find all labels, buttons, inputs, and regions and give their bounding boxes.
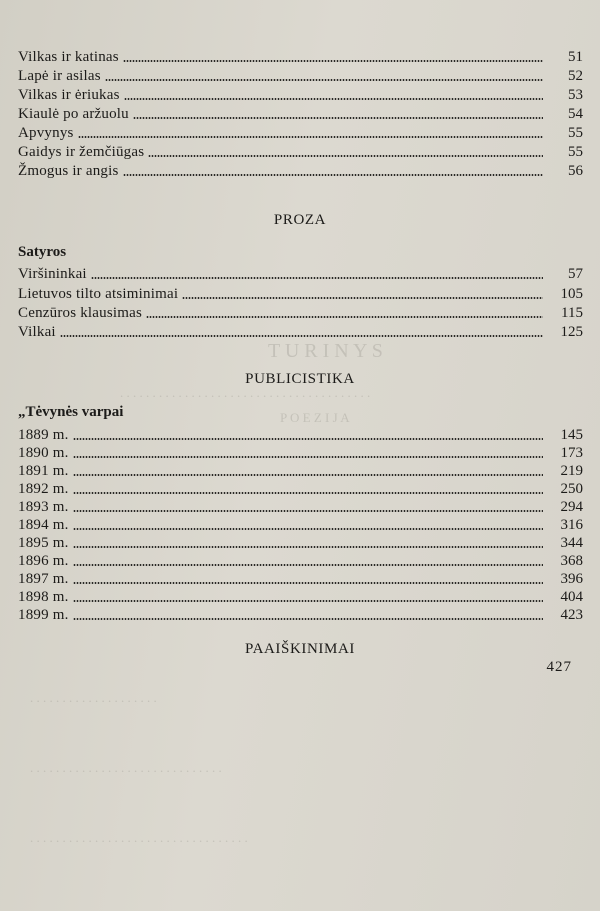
entry-page: 125 — [560, 324, 583, 340]
toc-entry — [18, 605, 583, 623]
entry-title: 1897 m. — [18, 571, 69, 587]
leader-dots — [73, 528, 543, 530]
toc-entry — [18, 587, 583, 605]
subheading-tevynes-varpai: „Tėvynės varpai — [18, 404, 124, 420]
entry-page: 51 — [568, 49, 583, 65]
entry-page: 219 — [560, 463, 583, 479]
section-heading-paaiskinimai: PAAIŠKINIMAI — [245, 641, 355, 657]
toc-entry — [18, 161, 583, 179]
leader-dots — [73, 492, 543, 494]
leader-dots — [148, 155, 543, 157]
entry-title: 1899 m. — [18, 607, 69, 623]
entry-title: Vilkai — [18, 324, 56, 340]
entry-page: 55 — [568, 125, 583, 141]
entry-page: 294 — [560, 499, 583, 515]
entry-title: 1895 m. — [18, 535, 69, 551]
entry-page: 105 — [560, 286, 583, 302]
toc-entry — [18, 303, 583, 321]
leader-dots — [123, 174, 544, 176]
toc-entry — [18, 47, 583, 65]
leader-dots — [91, 277, 543, 279]
entry-title: 1893 m. — [18, 499, 69, 515]
leader-dots — [73, 456, 543, 458]
leader-dots — [73, 600, 543, 602]
paaiskinimai-page: 427 — [546, 659, 572, 675]
leader-dots — [73, 582, 543, 584]
leader-dots — [78, 136, 543, 138]
show-through-text: . . . . . . . . . . . . . . . . . . . . . . . . . . . . . . . . . . — [30, 830, 248, 845]
leader-dots — [123, 60, 543, 62]
entry-page: 52 — [568, 68, 583, 84]
entry-title: Kiaulė po aržuolu — [18, 106, 129, 122]
toc-entry — [18, 569, 583, 587]
leader-dots — [73, 474, 543, 476]
section-heading-publicistika: PUBLICISTIKA — [245, 371, 355, 387]
leader-dots — [182, 297, 543, 299]
toc-entry — [18, 497, 583, 515]
toc-entry — [18, 533, 583, 551]
entry-page: 115 — [561, 305, 583, 321]
leader-dots — [73, 564, 543, 566]
entry-title: Vilkas ir katinas — [18, 49, 119, 65]
toc-entry — [18, 443, 583, 461]
section-heading-proza: PROZA — [273, 212, 327, 228]
entry-page: 145 — [560, 427, 583, 443]
entry-page: 344 — [560, 535, 583, 551]
entry-page: 173 — [560, 445, 583, 461]
entry-title: 1894 m. — [18, 517, 69, 533]
entry-title: Vilkas ir ėriukas — [18, 87, 120, 103]
toc-entry — [18, 142, 583, 160]
entry-title: 1891 m. — [18, 463, 69, 479]
show-through-text: T U R I N Y S — [268, 340, 383, 362]
entry-title: Gaidys ir žemčiūgas — [18, 144, 145, 160]
leader-dots — [73, 546, 543, 548]
toc-entry — [18, 479, 583, 497]
entry-page: 423 — [560, 607, 583, 623]
toc-entry — [18, 123, 583, 141]
leader-dots — [60, 335, 543, 337]
show-through-text: . . . . . . . . . . . . . . . . . . . . — [30, 690, 157, 705]
leader-dots — [105, 79, 543, 81]
entry-title: 1892 m. — [18, 481, 69, 497]
entry-title: 1890 m. — [18, 445, 69, 461]
toc-entry — [18, 264, 583, 282]
entry-title: Viršininkai — [18, 266, 87, 282]
leader-dots — [73, 618, 543, 620]
toc-entry — [18, 284, 583, 302]
entry-page: 57 — [568, 266, 583, 282]
entry-title: 1896 m. — [18, 553, 69, 569]
entry-title: Lapė ir asilas — [18, 68, 101, 84]
entry-page: 396 — [560, 571, 583, 587]
entry-title: 1898 m. — [18, 589, 69, 605]
toc-entry — [18, 461, 583, 479]
entry-title: Lietuvos tilto atsiminimai — [18, 286, 179, 302]
entry-title: Cenzūros klausimas — [18, 305, 142, 321]
leader-dots — [124, 98, 543, 100]
toc-entry — [18, 104, 583, 122]
entry-title: Žmogus ir angis — [18, 163, 119, 179]
entry-page: 250 — [560, 481, 583, 497]
entry-page: 404 — [560, 589, 583, 605]
toc-entry — [18, 66, 583, 84]
toc-entry — [18, 85, 583, 103]
show-through-text: . . . . . . . . . . . . . . . . . . . . . . . . . . . . . . — [30, 760, 222, 775]
toc-entry — [18, 425, 583, 443]
entry-title: Apvynys — [18, 125, 74, 141]
entry-page: 54 — [568, 106, 583, 122]
toc-entry — [18, 551, 583, 569]
entry-page: 53 — [568, 87, 583, 103]
entry-page: 55 — [568, 144, 583, 160]
subheading-satyros: Satyros — [18, 244, 67, 260]
entry-title: 1889 m. — [18, 427, 69, 443]
leader-dots — [73, 510, 543, 512]
toc-entry — [18, 515, 583, 533]
entry-page: 368 — [560, 553, 583, 569]
entry-page: 56 — [568, 163, 583, 179]
toc-entry — [18, 322, 583, 340]
leader-dots — [146, 316, 543, 318]
show-through-text: P O E Z I J A — [280, 410, 350, 425]
entry-page: 316 — [560, 517, 583, 533]
show-through-text: . . . . . . . . . . . . . . . . . . . . . . . . . . . . . . . . . . . . . . . — [120, 385, 371, 400]
leader-dots — [133, 117, 543, 119]
leader-dots — [73, 438, 543, 440]
